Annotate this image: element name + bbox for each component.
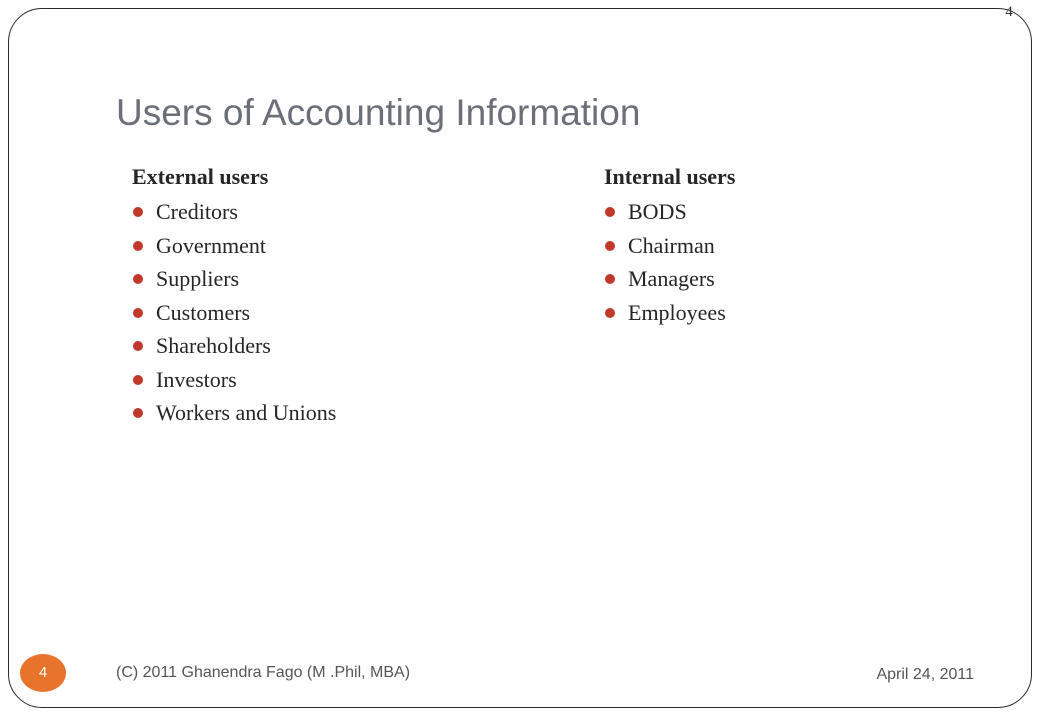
bullet-dot-icon (605, 308, 615, 318)
list-item-label: Workers and Unions (156, 400, 337, 425)
list-item-label: Investors (156, 366, 237, 392)
list-item-label: Shareholders (156, 333, 271, 358)
list-item-label: Suppliers (156, 266, 240, 291)
list-item (132, 262, 336, 296)
bullet-dot-icon (605, 241, 615, 251)
internal-users-heading: Internal users (604, 164, 736, 189)
internal-users-column (604, 162, 735, 329)
internal-users-list (604, 195, 735, 329)
bullet-dot-icon (133, 308, 143, 318)
list-item (604, 229, 735, 263)
footer-copyright: (C) 2011 Ghanendra Fago (M .Phil, MBA) (116, 664, 411, 681)
footer-date: April 24, 2011 (876, 666, 974, 683)
external-users-heading: External users (132, 164, 269, 189)
list-item (132, 396, 336, 430)
slide-title: Users of Accounting Information (116, 92, 641, 133)
list-item (132, 229, 336, 263)
bullet-dot-icon (133, 241, 143, 251)
slide-number-badge: 4 (20, 654, 66, 692)
list-item (604, 296, 735, 330)
bullet-dot-icon (133, 408, 143, 418)
external-users-column (132, 162, 336, 430)
bullet-dot-icon (133, 341, 143, 351)
list-item-label: Customers (156, 299, 251, 325)
list-item-label: Government (156, 232, 266, 258)
list-item (132, 363, 336, 397)
list-item-label: Managers (628, 266, 715, 291)
bullet-dot-icon (605, 274, 615, 284)
list-item-label: Chairman (628, 232, 715, 258)
list-item-label: Employees (628, 299, 726, 325)
list-item (132, 329, 336, 363)
bullet-dot-icon (605, 207, 615, 217)
corner-page-number: 4 (1005, 4, 1013, 20)
list-item-label: BODS (628, 199, 687, 224)
list-item (604, 262, 735, 296)
bullet-dot-icon (133, 375, 143, 385)
list-item (132, 195, 336, 229)
list-item (604, 195, 735, 229)
list-item (132, 296, 336, 330)
bullet-dot-icon (133, 274, 143, 284)
bullet-dot-icon (133, 207, 143, 217)
external-users-list (132, 195, 336, 430)
list-item-label: Creditors (156, 199, 238, 224)
